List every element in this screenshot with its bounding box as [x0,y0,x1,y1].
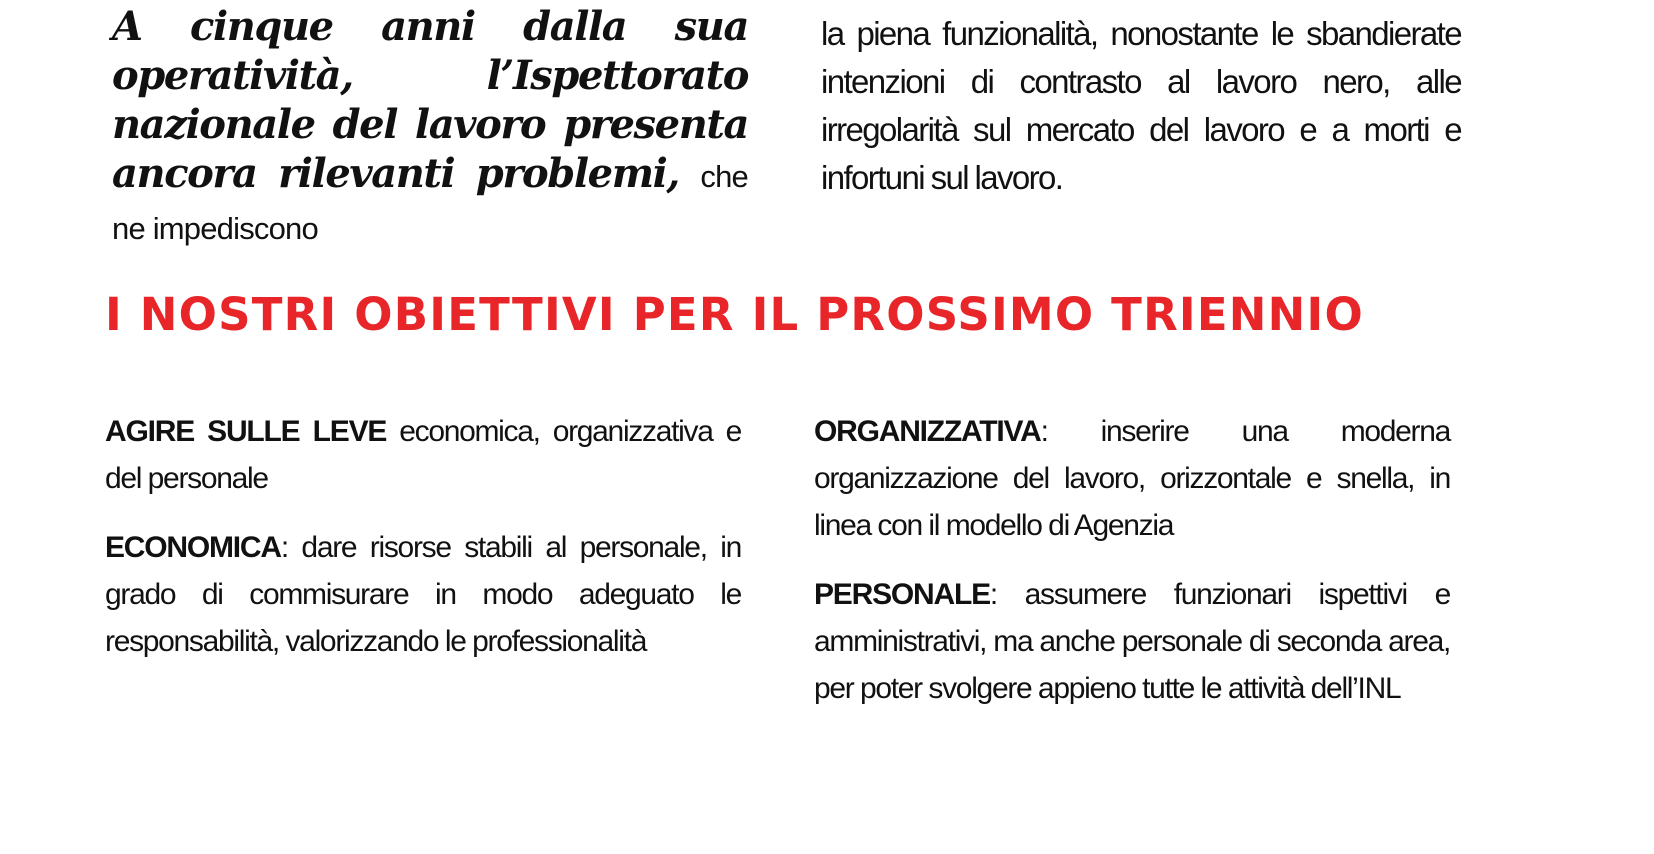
objective-keyword: ECONOMICA [105,531,281,564]
objective-keyword: AGIRE SULLE LEVE [105,415,387,448]
intro-lead-paragraph [112,2,748,253]
intro-lead-tail: che ne impediscono [112,159,748,246]
objective-text: : assumere funzionari ispettivi e amministrativi, ma anche personale di seconda area, per poter svolgere appieno tutte le attività dell’INL [814,578,1450,705]
section-title: I NOSTRI OBIETTIVI PER IL PROSSIMO TRIENNIO [105,288,1364,341]
objective-text: : inserire una moderna organizzazione del lavoro, orizzontale e snella, in linea con il modello di Agenzia [814,415,1450,542]
objective-levers [105,408,741,502]
objective-keyword: ORGANIZZATIVA [814,415,1041,448]
objectives-column-right [814,408,1450,734]
objective-economic [105,524,741,665]
objective-text: economica, organizzativa e del personale [105,415,742,495]
intro-lead-bold: A cinque anni dalla sua operatività, l’Ispettorato nazionale del lavoro presenta ancora rilevanti problemi, [112,3,748,197]
objectives-column-left [105,408,741,687]
objective-text: : dare risorse stabili al personale, in grado di commisurare in modo adeguato le responsabilità, valorizzando le professionalità [105,531,741,658]
objective-personnel [814,571,1450,712]
objective-organizational [814,408,1450,549]
objective-keyword: PERSONALE [814,578,990,611]
intro-continuation: la piena funzionalità, nonostante le sbandierate intenzioni di contrasto al lavoro nero, alle irregolarità sul mercato del lavoro e a morti e infortuni sul lavoro. [821,15,1461,196]
